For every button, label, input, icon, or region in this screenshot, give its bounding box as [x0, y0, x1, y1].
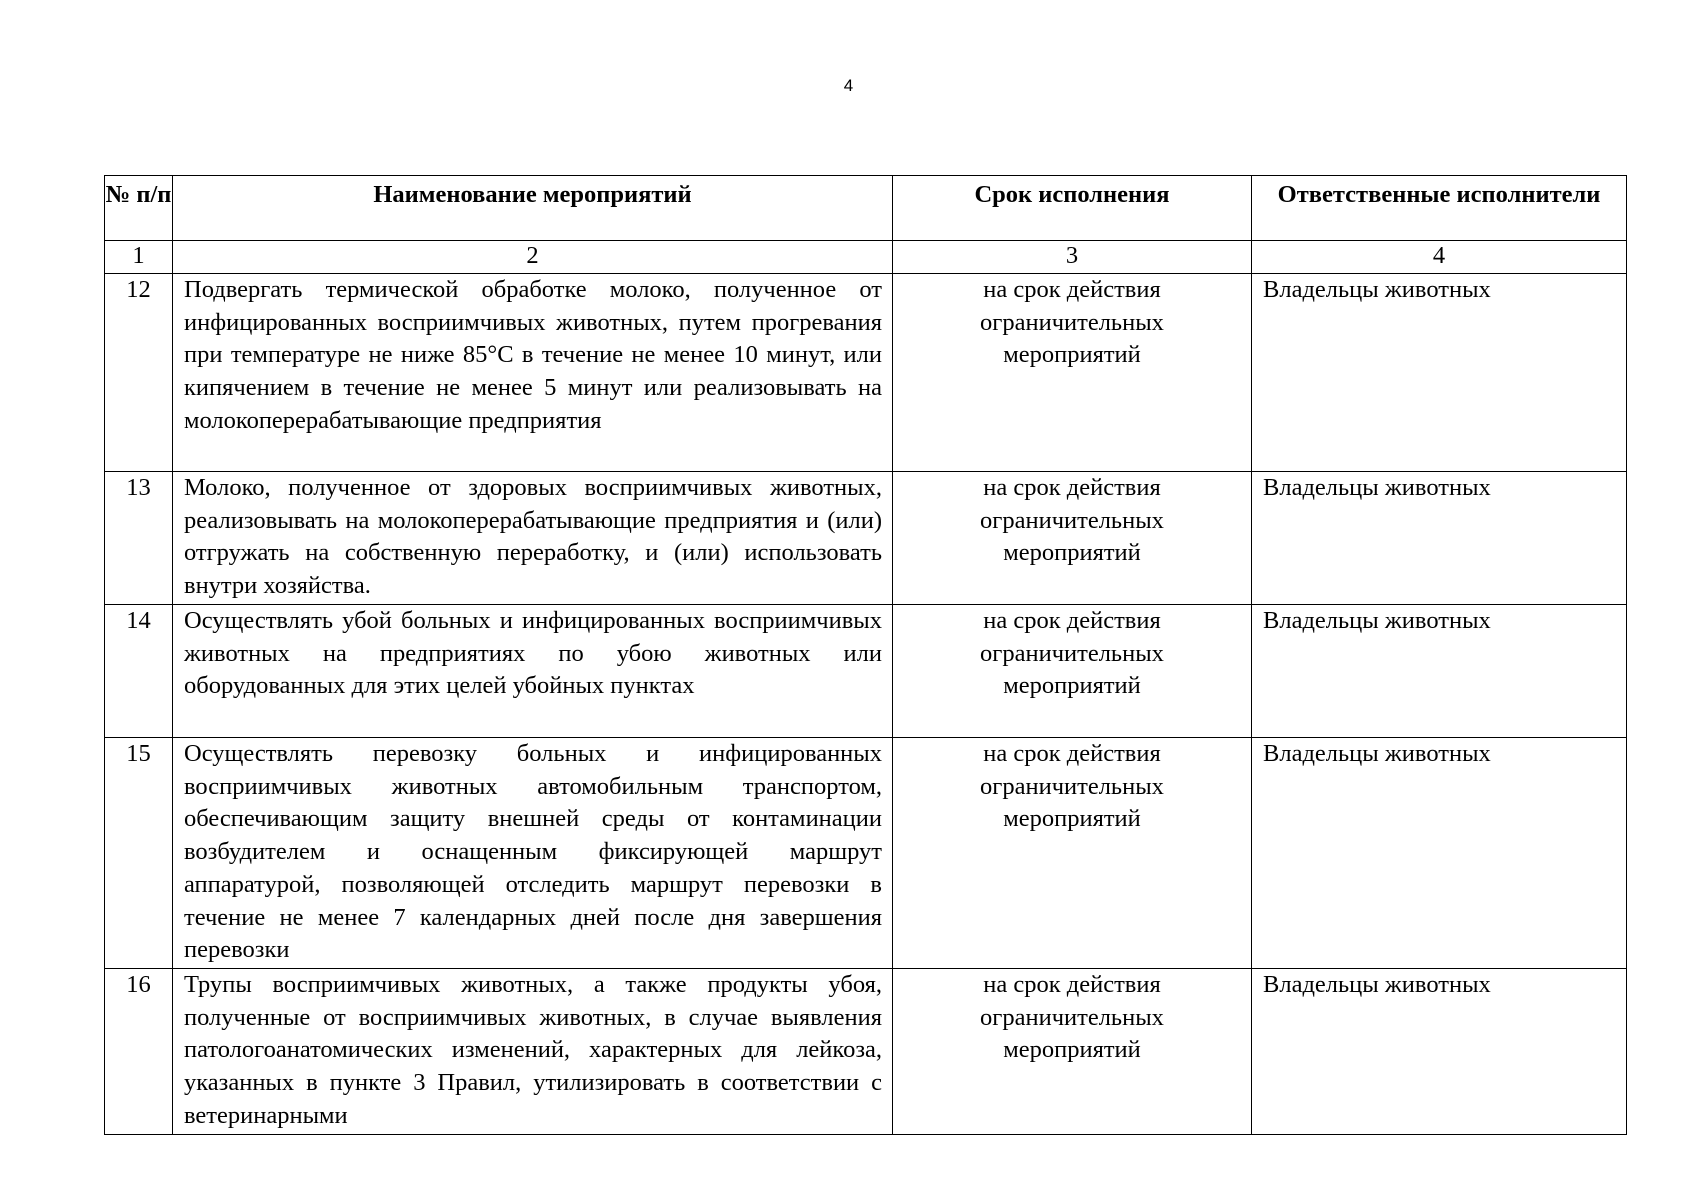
- measures-table: [104, 175, 1627, 1135]
- measure-description: Трупы восприимчивых животных, а также продукты убоя, полученные от восприимчивых животных, в случае выявления патологоанатомических изменений, характерных для лейкоза, указанных в пункте 3 Правил, утилизировать в соответствии с ветеринарными: [173, 969, 893, 1135]
- deadline-line: мероприятий: [1003, 341, 1141, 369]
- row-number: 15: [105, 738, 173, 969]
- header-measure-name: Наименование мероприятий: [173, 176, 893, 241]
- deadline-cell: [893, 472, 1252, 605]
- responsible-cell: Владельцы животных: [1252, 274, 1627, 472]
- responsible-cell: Владельцы животных: [1252, 605, 1627, 738]
- header-responsible: Ответственные исполнители: [1252, 176, 1627, 241]
- table-row: [105, 738, 1627, 969]
- deadline-line: ограничительных: [980, 772, 1164, 800]
- deadline-line: на срок действия: [983, 971, 1161, 998]
- row-number: 16: [105, 969, 173, 1135]
- table-header-row: [105, 176, 1627, 241]
- table-row: [105, 605, 1627, 738]
- header-deadline: Срок исполнения: [893, 176, 1252, 241]
- deadline-line: ограничительных: [980, 1003, 1164, 1031]
- table-row: [105, 472, 1627, 605]
- responsible-cell: Владельцы животных: [1252, 472, 1627, 605]
- deadline-line: мероприятий: [1003, 805, 1141, 833]
- deadline-cell: [893, 738, 1252, 969]
- column-number: 3: [893, 241, 1252, 274]
- deadline-line: на срок действия: [983, 276, 1161, 303]
- deadline-line: ограничительных: [980, 308, 1164, 336]
- measure-description: Осуществлять убой больных и инфицированных восприимчивых животных на предприятиях по убою животных или оборудованных для этих целей убойных пунктах: [173, 605, 893, 738]
- deadline-line: на срок действия: [983, 474, 1161, 501]
- column-number: 1: [105, 241, 173, 274]
- row-number: 12: [105, 274, 173, 472]
- responsible-cell: Владельцы животных: [1252, 969, 1627, 1135]
- deadline-line: мероприятий: [1003, 539, 1141, 567]
- column-number: 2: [173, 241, 893, 274]
- deadline-line: мероприятий: [1003, 1036, 1141, 1064]
- page-number: 4: [843, 76, 854, 95]
- row-number: 14: [105, 605, 173, 738]
- header-number: № п/п: [105, 176, 173, 241]
- responsible-cell: Владельцы животных: [1252, 738, 1627, 969]
- deadline-cell: [893, 274, 1252, 472]
- measure-description: Подвергать термической обработке молоко, полученное от инфицированных восприимчивых животных, путем прогревания при температуре не ниже 85°С в течение не менее 10 минут, или кипячением в течение не менее 5 минут или реализовывать на молокоперерабатывающие предприятия: [173, 274, 893, 472]
- deadline-cell: [893, 605, 1252, 738]
- column-number-row: [105, 241, 1627, 274]
- table-row: [105, 969, 1627, 1135]
- deadline-line: ограничительных: [980, 639, 1164, 667]
- table-row: [105, 274, 1627, 472]
- deadline-line: мероприятий: [1003, 672, 1141, 700]
- deadline-line: на срок действия: [983, 607, 1161, 634]
- measure-description: Осуществлять перевозку больных и инфицированных восприимчивых животных автомобильным транспортом, обеспечивающим защиту внешней среды от контаминации возбудителем и оснащенным фиксирующей маршрут аппаратурой, позволяющей отследить маршрут перевозки в течение не менее 7 календарных дней после дня завершения перевозки: [173, 738, 893, 969]
- measure-description: Молоко, полученное от здоровых восприимчивых животных, реализовывать на молокоперерабатывающие предприятия и (или) отгружать на собственную переработку, и (или) использовать внутри хозяйства.: [173, 472, 893, 605]
- deadline-cell: [893, 969, 1252, 1135]
- deadline-line: ограничительных: [980, 506, 1164, 534]
- deadline-line: на срок действия: [983, 740, 1161, 767]
- column-number: 4: [1252, 241, 1627, 274]
- row-number: 13: [105, 472, 173, 605]
